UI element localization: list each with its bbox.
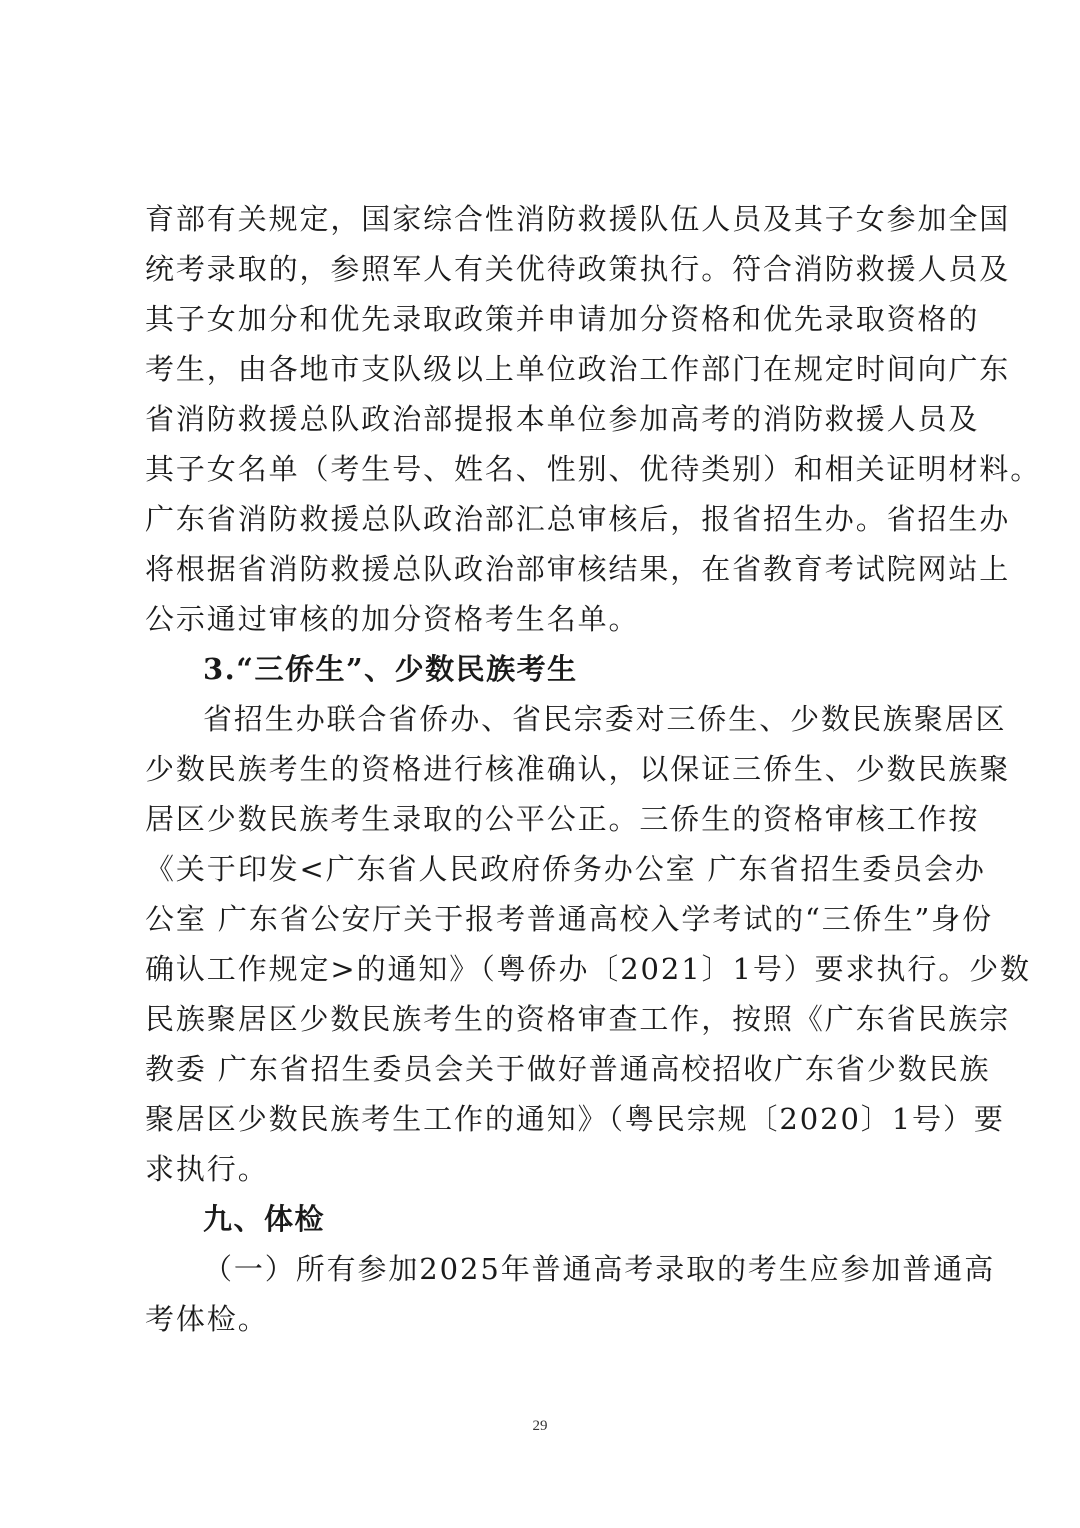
paragraph-line: 求执行。 (145, 1152, 269, 1186)
paragraph-line: 居区少数民族考生录取的公平公正。三侨生的资格审核工作按 (145, 802, 980, 836)
paragraph-line: 少数民族考生的资格进行核准确认，以保证三侨生、少数民族聚 (145, 752, 1011, 786)
paragraph-line: 其子女名单（考生号、姓名、性别、优待类别）和相关证明材料。 (145, 452, 1042, 486)
paragraph-line: 公室 广东省公安厅关于报考普通高校入学考试的“三侨生”身份 (145, 902, 993, 936)
paragraph-line: 教委 广东省招生委员会关于做好普通高校招收广东省少数民族 (145, 1052, 991, 1086)
paragraph-line: 省招生办联合省侨办、省民宗委对三侨生、少数民族聚居区 (203, 702, 1007, 736)
paragraph-line: 考体检。 (145, 1302, 269, 1336)
paragraph-line: （一）所有参加2025年普通高考录取的考生应参加普通高 (203, 1252, 996, 1286)
section-heading: 九、体检 (203, 1202, 326, 1236)
paragraph-line: 省消防救援总队政治部提报本单位参加高考的消防救援人员及 (145, 402, 980, 436)
paragraph-line: 其子女加分和优先录取政策并申请加分资格和优先录取资格的 (145, 302, 980, 336)
paragraph-line: 育部有关规定，国家综合性消防救援队伍人员及其子女参加全国 (145, 202, 1011, 236)
paragraph-line: 考生，由各地市支队级以上单位政治工作部门在规定时间向广东 (145, 352, 1011, 386)
paragraph-line: 确认工作规定>的通知》（粤侨办〔2021〕1号）要求执行。少数 (145, 952, 1031, 986)
paragraph-line: 将根据省消防救援总队政治部审核结果，在省教育考试院网站上 (145, 552, 1011, 586)
paragraph-line: 民族聚居区少数民族考生的资格审查工作，按照《广东省民族宗 (145, 1002, 1011, 1036)
page-number: 29 (532, 1418, 548, 1434)
paragraph-line: 聚居区少数民族考生工作的通知》（粤民宗规〔2020〕1号）要 (145, 1102, 1005, 1136)
paragraph-line: 广东省消防救援总队政治部汇总审核后，报省招生办。省招生办 (145, 502, 1011, 536)
paragraph-line: 《关于印发<广东省人民政府侨务办公室 广东省招生委员会办 (145, 852, 986, 886)
section-heading: 3.“三侨生”、少数民族考生 (203, 652, 578, 686)
paragraph-line: 公示通过审核的加分资格考生名单。 (145, 602, 640, 636)
paragraph-line: 统考录取的，参照军人有关优待政策执行。符合消防救援人员及 (145, 252, 1011, 286)
